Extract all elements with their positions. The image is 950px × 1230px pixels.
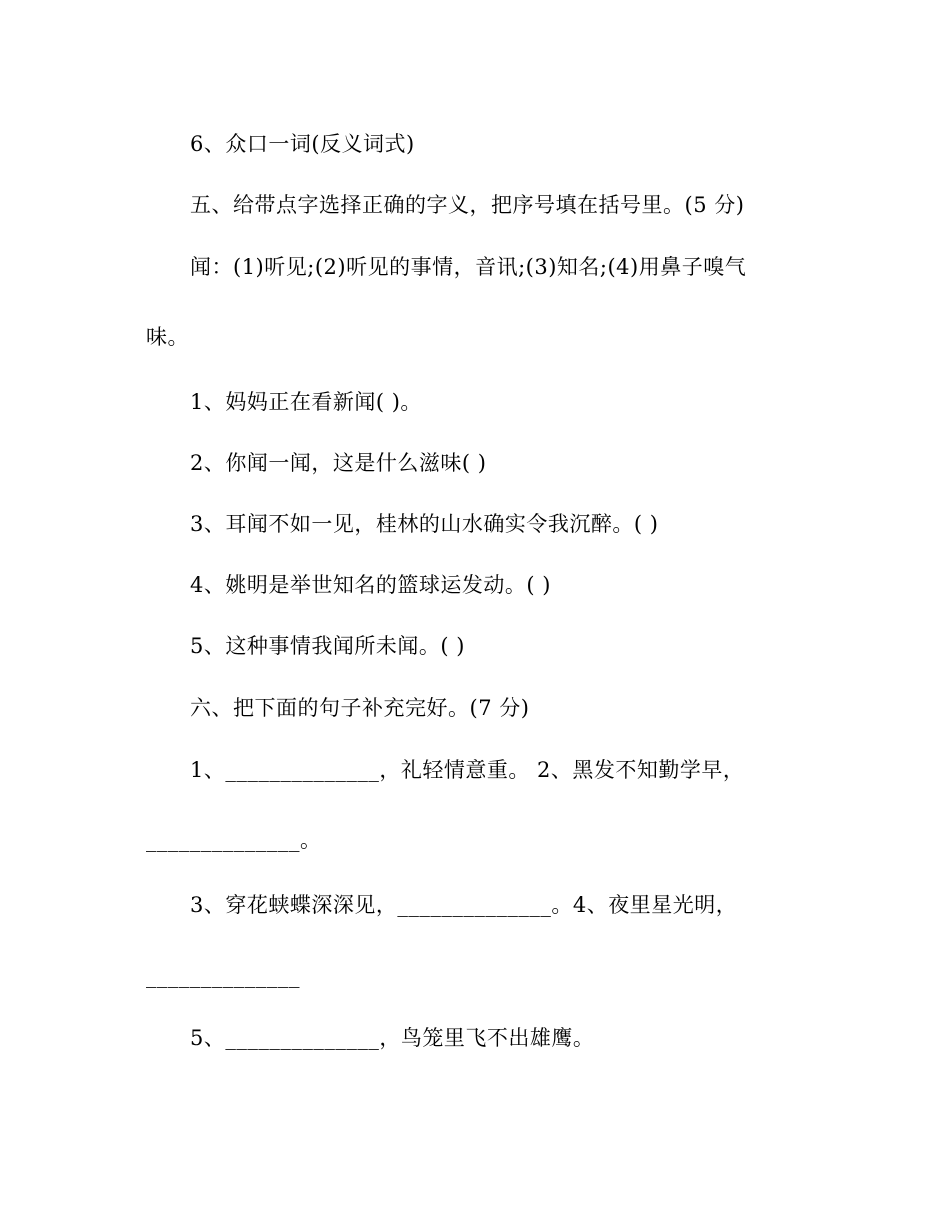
definition-line: 闻：(1)听见;(2)听见的事情，音讯;(3)知名;(4)用鼻子嗅气 xyxy=(190,255,747,279)
section-five-heading: 五、给带点字选择正确的字义，把序号填在括号里。(5 分) xyxy=(190,193,745,217)
question-line-5: 5、这种事情我闻所未闻。( ) xyxy=(190,634,465,658)
fill-blank-line-5: 5、______________，鸟笼里飞不出雄鹰。 xyxy=(190,1026,595,1050)
question-line-4: 4、姚明是举世知名的篮球运发动。( ) xyxy=(190,573,551,597)
definition-line-continued: 味。 xyxy=(146,325,189,349)
question-line-3: 3、耳闻不如一见，桂林的山水确实令我沉醉。( ) xyxy=(190,512,659,536)
question-line-1: 1、妈妈正在看新闻( )。 xyxy=(190,390,422,414)
fill-blank-line-3: 3、穿花蛱蝶深深见，______________。4、夜里星光明， xyxy=(190,893,738,917)
text-line-q6-word: 6、众口一词(反义词式) xyxy=(190,132,415,156)
section-six-heading: 六、把下面的句子补充完好。(7 分) xyxy=(190,696,530,720)
fill-blank-line-1-continued: ______________。 xyxy=(146,828,322,852)
fill-blank-line-3-continued: ______________ xyxy=(146,964,300,988)
fill-blank-line-1: 1、______________，礼轻情意重。 2、黑发不知勤学早， xyxy=(190,758,745,782)
question-line-2: 2、你闻一闻，这是什么滋味( ) xyxy=(190,451,487,475)
